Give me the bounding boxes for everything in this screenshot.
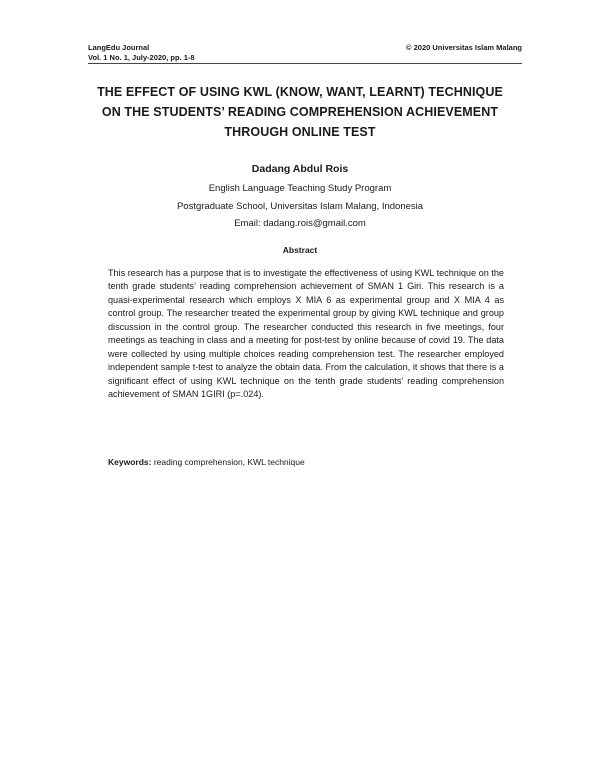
journal-volume: Vol. 1 No. 1, July-2020, pp. 1-8 — [88, 53, 195, 62]
affiliation-program: English Language Teaching Study Program — [208, 183, 392, 194]
paper-title — [60, 82, 540, 142]
keywords-text: reading comprehension, KWL technique — [153, 457, 305, 467]
keywords — [108, 457, 305, 467]
title-line: THE EFFECT OF USING KWL (KNOW, WANT, LEARNT) TECHNIQUE — [97, 85, 503, 99]
title-line: ON THE STUDENTS’ READING COMPREHENSION ACHIEVEMENT — [101, 105, 499, 119]
journal-name: LangEdu Journal — [88, 43, 150, 52]
journal-info — [88, 43, 195, 63]
abstract-heading: Abstract — [282, 245, 318, 255]
author-email: Email: dadang.rois@gmail.com — [234, 218, 366, 229]
keywords-label: Keywords: — [108, 457, 152, 467]
affiliation-school: Postgraduate School, Universitas Islam Malang, Indonesia — [176, 201, 424, 212]
copyright-notice: © 2020 Universitas Islam Malang — [406, 43, 522, 52]
header-rule — [88, 63, 522, 64]
abstract-body: This research has a purpose that is to investigate the effectiveness of using KWL technique on the tenth grade students’ reading comprehension achievement of SMAN 1 Giri. This research is a quasi-experimental research which employs X MIA 6 as experimental group and X MIA 4 as control group. The researcher treated the experimental group by giving KWL technique and group discussion in the control group. The researcher conducted this research in five meetings, four meetings as teaching in class and a meeting for post-test by online because of covid 19. The data were collected by using multiple choices reading comprehension test. The researcher employed independent sample t-test to analyze the obtain data. From the calculation, it shows that there is a significant effect of using KWL technique on the tenth grade students’ reading comprehension achievement of SMAN 1GIRI (p=.024). — [108, 268, 504, 400]
author-name: Dadang Abdul Rois — [251, 163, 349, 175]
title-line: THROUGH ONLINE TEST — [224, 125, 376, 139]
